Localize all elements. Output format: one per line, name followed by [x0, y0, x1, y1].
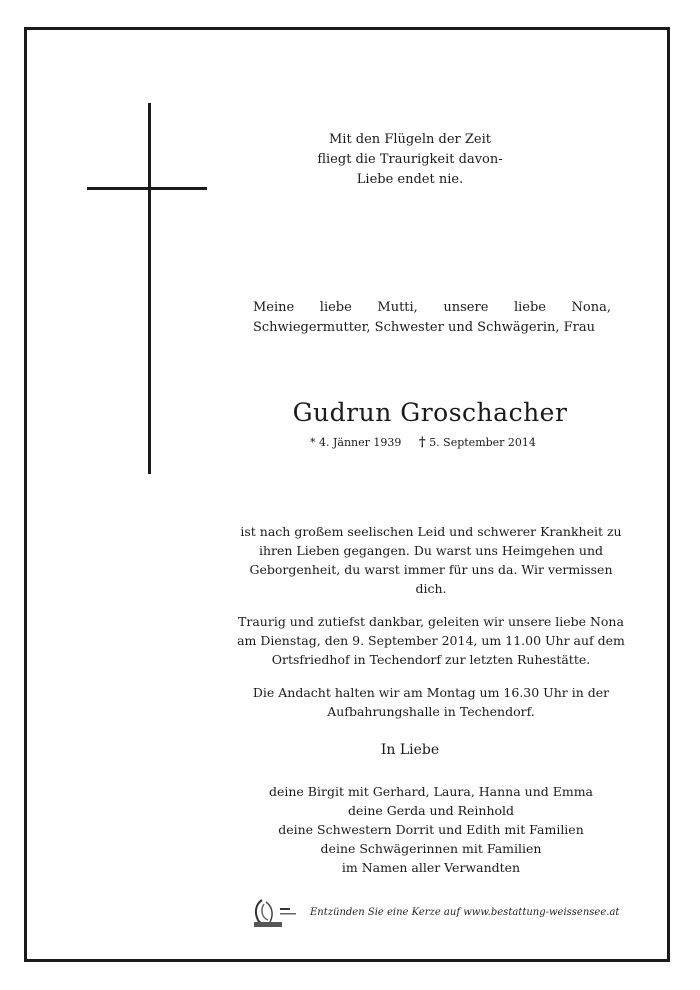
death-date: 5. September 2014: [429, 436, 536, 449]
deceased-name: Gudrun Groschacher: [292, 398, 568, 427]
birth-date: 4. Jänner 1939: [319, 436, 402, 449]
cross-horizontal-bar: [87, 187, 207, 190]
intro-text: Meine liebe Mutti, unsere liebe Nona, Schwiegermutter, Schwester und Schwägerin, Frau: [253, 300, 611, 335]
closing-text: In Liebe: [380, 742, 440, 758]
cross-vertical-bar: [148, 103, 151, 474]
motto-line: Mit den Flügeln der Zeit: [328, 132, 492, 147]
paragraph-passing: ist nach großem seelischen Leid und schwerer Krankheit zu ihren Lieben gegangen. Du warst uns Heimgehen und Geborgenheit, du warst immer für uns da. Wir vermissen dich.: [240, 524, 622, 596]
mourner-line: deine Gerda und Reinhold: [347, 803, 515, 818]
mourner-line: im Namen aller Verwandten: [341, 860, 521, 875]
funeral-home-logo-icon: [250, 896, 300, 930]
mourner-line: deine Schwägerinnen mit Familien: [320, 841, 542, 856]
paragraph-funeral: Traurig und zutiefst dankbar, geleiten wir unsere liebe Nona am Dienstag, den 9. September 2014, um 11.00 Uhr auf dem Ortsfriedhof in Techendorf zur letzten Ruhestätte.: [237, 614, 625, 667]
motto-line: Liebe endet nie.: [356, 172, 464, 187]
mourners-list: [236, 782, 626, 877]
paragraph-vigil: Die Andacht halten wir am Montag um 16.30 Uhr in der Aufbahrungshalle in Techendorf.: [252, 685, 610, 719]
motto-line: fliegt die Traurigkeit davon-: [317, 152, 503, 167]
footer: [250, 896, 630, 930]
motto: [280, 130, 540, 190]
candle-link[interactable]: Entzünden Sie eine Kerze auf www.bestattung-weissensee.at: [310, 907, 620, 918]
mourner-line: deine Birgit mit Gerhard, Laura, Hanna und Emma: [268, 784, 594, 799]
life-dates: [310, 434, 540, 452]
notice-body: [236, 522, 626, 735]
birth-symbol: *: [310, 436, 316, 449]
death-cross-icon: †: [418, 435, 426, 450]
mourner-line: deine Schwestern Dorrit und Edith mit Familien: [278, 822, 584, 837]
